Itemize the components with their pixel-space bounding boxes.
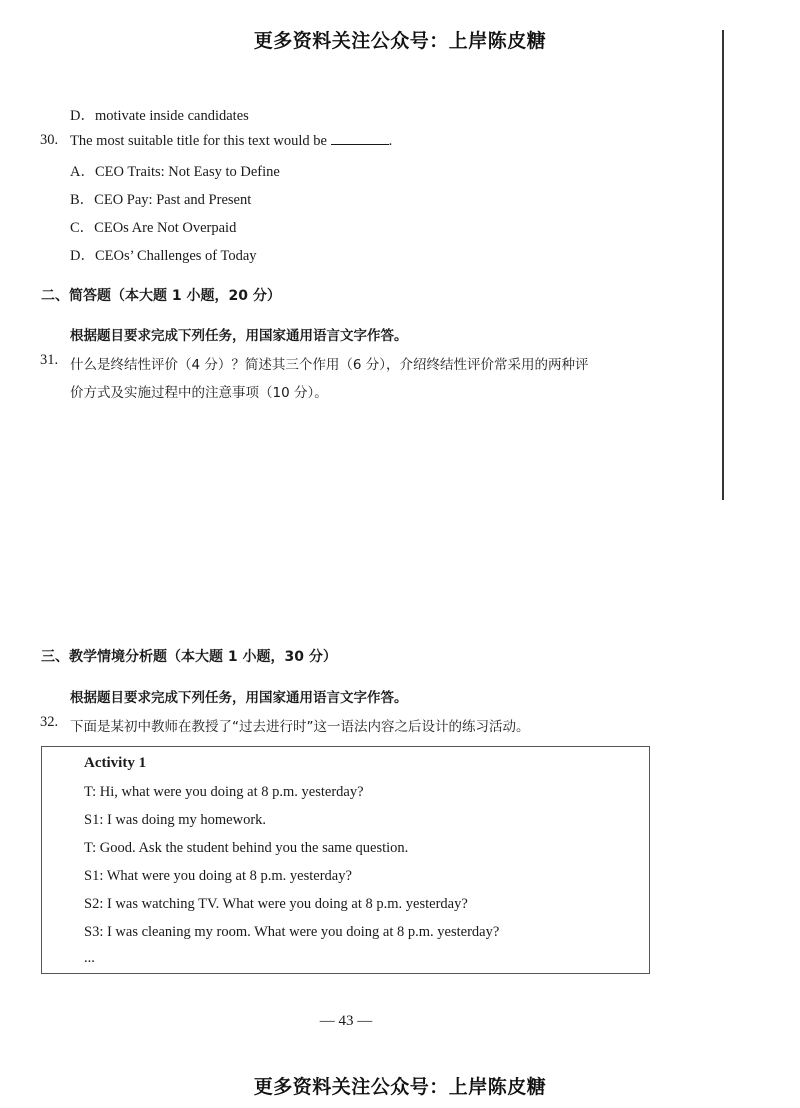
top-banner: 更多资料关注公众号：上岸陈皮糖 <box>253 30 547 52</box>
section2-title: 二、简答题（本大题 1 小题，20 分） <box>41 288 281 304</box>
q30-stem-end: . <box>388 133 393 149</box>
q31-line2: 价方式及实施过程中的注意事项（10 分）。 <box>70 385 328 401</box>
dialog-line: S2: I was watching TV. What were you doing at 8 p.m. yesterday? <box>84 896 468 912</box>
dialog-line: T: Hi, what were you doing at 8 p.m. yesterday? <box>84 784 364 800</box>
q31-line1: 什么是终结性评价（4 分）？简述其三个作用（6 分），介绍终结性评价常采用的两种评 <box>70 357 589 373</box>
dialog-line: S3: I was cleaning my room. What were you doing at 8 p.m. yesterday? <box>84 924 500 940</box>
q30-option-d: D．CEOs’ Challenges of Today <box>70 248 257 264</box>
q32-number: 32. <box>40 714 59 730</box>
answer-blank <box>331 132 389 145</box>
dialog-line: T: Good. Ask the student behind you the same question. <box>84 840 409 856</box>
activity-title: Activity 1 <box>84 755 147 771</box>
dialog-line: S1: What were you doing at 8 p.m. yesterday? <box>84 868 352 884</box>
q30-option-a: A．CEO Traits: Not Easy to Define <box>70 164 280 180</box>
section3-title: 三、教学情境分析题（本大题 1 小题，30 分） <box>41 649 337 665</box>
q30-stem <box>70 132 392 150</box>
q30-option-b: B．CEO Pay: Past and Present <box>70 192 252 208</box>
section2-instruction: 根据题目要求完成下列任务，用国家通用语言文字作答。 <box>70 328 408 344</box>
section3-instruction: 根据题目要求完成下列任务，用国家通用语言文字作答。 <box>70 690 408 706</box>
dialog-line: S1: I was doing my homework. <box>84 812 267 828</box>
q29-option-d: D．motivate inside candidates <box>70 108 249 124</box>
activity-box <box>41 746 650 974</box>
page-number: — 43 — <box>319 1013 373 1029</box>
q30-stem-text: The most suitable title for this text would be <box>70 133 327 149</box>
q31-number: 31. <box>40 352 59 368</box>
margin-rule <box>722 30 724 500</box>
q30-option-c: C．CEOs Are Not Overpaid <box>70 220 237 236</box>
q30-number: 30. <box>40 132 59 148</box>
bottom-banner: 更多资料关注公众号：上岸陈皮糖 <box>253 1076 547 1098</box>
dialog-ellipsis: ... <box>84 950 95 966</box>
q32-stem: 下面是某初中教师在教授了“过去进行时”这一语法内容之后设计的练习活动。 <box>70 719 530 735</box>
